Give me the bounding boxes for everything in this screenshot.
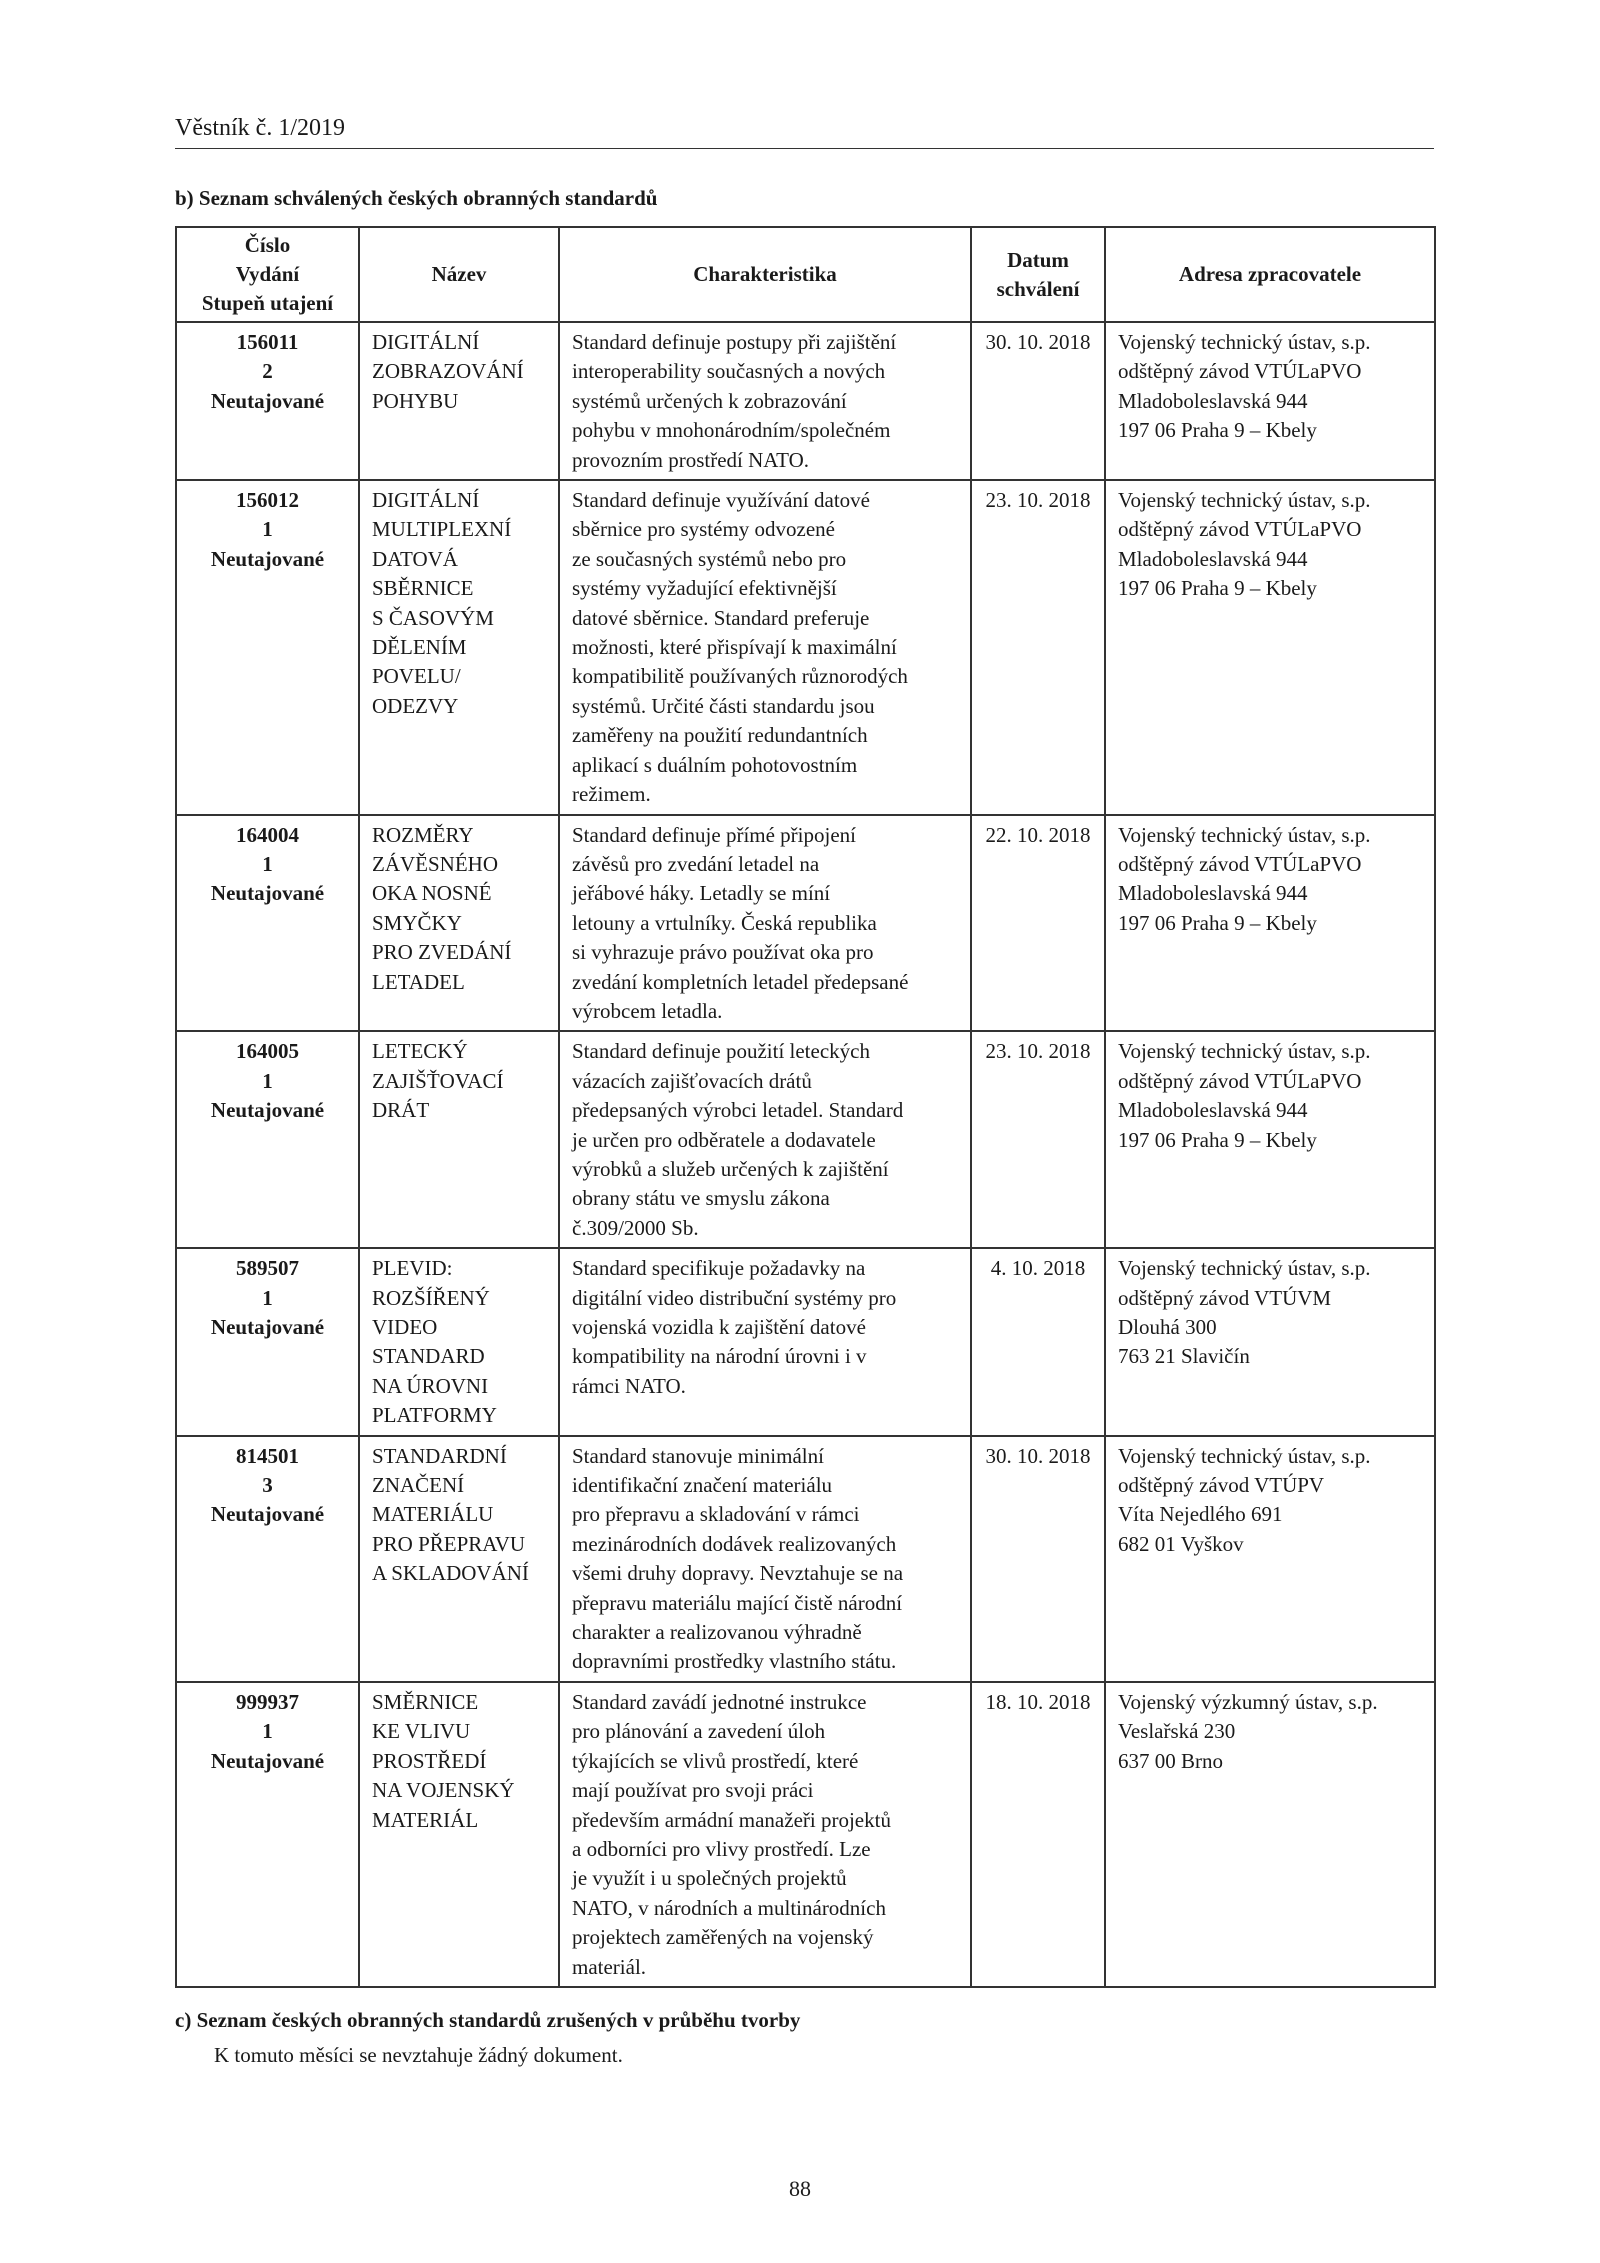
cell-address: Vojenský technický ústav, s.p. odštěpný závod VTÚLaPVO Mladoboleslavská 944 197 06 Praha 9 – Kbely bbox=[1105, 480, 1435, 814]
cell-description: Standard specifikuje požadavky na digitální video distribuční systémy pro vojenská vozidla k zajištění datové kompatibility na národní úrovni i v rámci NATO. bbox=[559, 1248, 971, 1435]
table-row bbox=[176, 1248, 1435, 1435]
cell-address: Vojenský výzkumný ústav, s.p. Veslařská 230 637 00 Brno bbox=[1105, 1682, 1435, 1987]
cell-name: SMĚRNICE KE VLIVU PROSTŘEDÍ NA VOJENSKÝ MATERIÁL bbox=[359, 1682, 559, 1987]
cell-description: Standard stanovuje minimální identifikační značení materiálu pro přepravu a skladování v rámci mezinárodních dodávek realizovaných všemi druhy dopravy. Nevztahuje se na přepravu materiálu mající čistě národní charakter a realizovanou výhradně dopravními prostředky vlastního státu. bbox=[559, 1436, 971, 1682]
cell-description: Standard definuje přímé připojení závěsů pro zvedání letadel na jeřábové háky. Letadly se míní letouny a vrtulníky. Česká republika si vyhrazuje právo používat oka pro zvedání kompletních letadel předepsané výrobcem letadla. bbox=[559, 815, 971, 1032]
col-header-date: Datum schválení bbox=[971, 227, 1105, 322]
cell-name: DIGITÁLNÍ MULTIPLEXNÍ DATOVÁ SBĚRNICE S ČASOVÝM DĚLENÍM POVELU/ ODEZVY bbox=[359, 480, 559, 814]
table-row bbox=[176, 480, 1435, 814]
cell-date: 22. 10. 2018 bbox=[971, 815, 1105, 1032]
cell-id: 156012 1 Neutajované bbox=[176, 480, 359, 814]
cell-description: Standard definuje použití leteckých vázacích zajišťovacích drátů předepsaných výrobci letadel. Standard je určen pro odběratele a dodavatele výrobků a služeb určených k zajištění obrany státu ve smyslu zákona č.309/2000 Sb. bbox=[559, 1031, 971, 1248]
cell-id: 164004 1 Neutajované bbox=[176, 815, 359, 1032]
table-header-row bbox=[176, 227, 1435, 322]
cell-date: 18. 10. 2018 bbox=[971, 1682, 1105, 1987]
col-header-id: Číslo Vydání Stupeň utajení bbox=[176, 227, 359, 322]
cell-id: 589507 1 Neutajované bbox=[176, 1248, 359, 1435]
cell-name: LETECKÝ ZAJIŠŤOVACÍ DRÁT bbox=[359, 1031, 559, 1248]
cell-description: Standard zavádí jednotné instrukce pro plánování a zavedení úloh týkajících se vlivů prostředí, které mají používat pro svoji práci především armádní manažeři projektů a odborníci pro vlivy prostředí. Lze je využít i u společných projektů NATO, v národních a multinárodních projektech zaměřených na vojenský materiál. bbox=[559, 1682, 971, 1987]
cell-address: Vojenský technický ústav, s.p. odštěpný závod VTÚLaPVO Mladoboleslavská 944 197 06 Praha 9 – Kbely bbox=[1105, 815, 1435, 1032]
page-header bbox=[175, 114, 1434, 149]
section-c-title: c) Seznam českých obranných standardů zrušených v průběhu tvorby bbox=[175, 2008, 801, 2032]
cell-date: 30. 10. 2018 bbox=[971, 322, 1105, 480]
page-number: 88 bbox=[789, 2176, 811, 2201]
table-row bbox=[176, 1031, 1435, 1248]
standards-table bbox=[175, 226, 1436, 1988]
cell-id: 999937 1 Neutajované bbox=[176, 1682, 359, 1987]
cell-id: 164005 1 Neutajované bbox=[176, 1031, 359, 1248]
cell-address: Vojenský technický ústav, s.p. odštěpný závod VTÚPV Víta Nejedlého 691 682 01 Vyškov bbox=[1105, 1436, 1435, 1682]
cell-date: 23. 10. 2018 bbox=[971, 1031, 1105, 1248]
cell-name: DIGITÁLNÍ ZOBRAZOVÁNÍ POHYBU bbox=[359, 322, 559, 480]
cell-description: Standard definuje využívání datové sběrnice pro systémy odvozené ze současných systémů nebo pro systémy vyžadující efektivnější datové sběrnice. Standard preferuje možnosti, které přispívají k maximální kompatibilitě používaných různorodých systémů. Určité části standardu jsou zaměřeny na použití redundantních aplikací s duálním pohotovostním režimem. bbox=[559, 480, 971, 814]
col-header-name: Název bbox=[359, 227, 559, 322]
table-row bbox=[176, 1682, 1435, 1987]
cell-address: Vojenský technický ústav, s.p. odštěpný závod VTÚLaPVO Mladoboleslavská 944 197 06 Praha 9 – Kbely bbox=[1105, 322, 1435, 480]
cell-name: PLEVID: ROZŠÍŘENÝ VIDEO STANDARD NA ÚROVNI PLATFORMY bbox=[359, 1248, 559, 1435]
col-header-address: Adresa zpracovatele bbox=[1105, 227, 1435, 322]
cell-name: STANDARDNÍ ZNAČENÍ MATERIÁLU PRO PŘEPRAVU A SKLADOVÁNÍ bbox=[359, 1436, 559, 1682]
cell-address: Vojenský technický ústav, s.p. odštěpný závod VTÚLaPVO Mladoboleslavská 944 197 06 Praha 9 – Kbely bbox=[1105, 1031, 1435, 1248]
cell-address: Vojenský technický ústav, s.p. odštěpný závod VTÚVM Dlouhá 300 763 21 Slavičín bbox=[1105, 1248, 1435, 1435]
section-b-title: b) Seznam schválených českých obranných standardů bbox=[175, 186, 658, 210]
cell-name: ROZMĚRY ZÁVĚSNÉHO OKA NOSNÉ SMYČKY PRO ZVEDÁNÍ LETADEL bbox=[359, 815, 559, 1032]
cell-date: 30. 10. 2018 bbox=[971, 1436, 1105, 1682]
cell-date: 4. 10. 2018 bbox=[971, 1248, 1105, 1435]
cell-description: Standard definuje postupy při zajištění interoperability současných a nových systémů určených k zobrazování pohybu v mnohonárodním/společném provozním prostředí NATO. bbox=[559, 322, 971, 480]
table-row bbox=[176, 322, 1435, 480]
page-header-title: Věstník č. 1/2019 bbox=[175, 115, 345, 141]
cell-id: 156011 2 Neutajované bbox=[176, 322, 359, 480]
cell-date: 23. 10. 2018 bbox=[971, 480, 1105, 814]
cell-id: 814501 3 Neutajované bbox=[176, 1436, 359, 1682]
table-row bbox=[176, 1436, 1435, 1682]
section-c-note: K tomuto měsíci se nevztahuje žádný dokument. bbox=[214, 2043, 623, 2067]
col-header-description: Charakteristika bbox=[559, 227, 971, 322]
table-row bbox=[176, 815, 1435, 1032]
